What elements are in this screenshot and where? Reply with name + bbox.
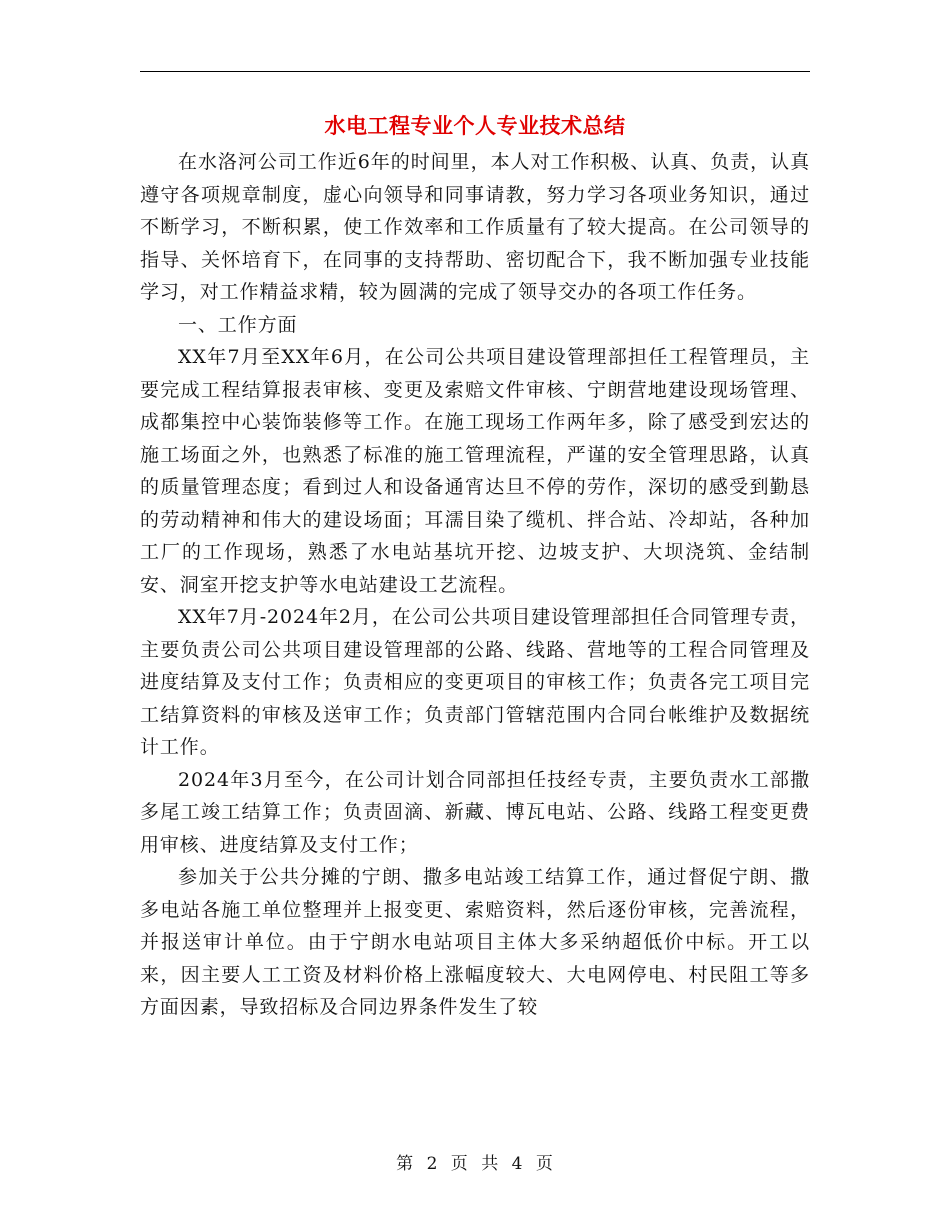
paragraph-technical-economics: 2024年3月至今，在公司计划合同部担任技经专责，主要负责水工部撒多尾工竣工结算工作；负责固滴、新藏、博瓦电站、公路、线路工程变更费用审核、进度结算及支付工作； <box>140 768 810 856</box>
paragraph-settlement: 参加关于公共分摊的宁朗、撒多电站竣工结算工作，通过督促宁朗、撒多电站各施工单位整理并上报变更、索赔资料，然后逐份审核，完善流程，并报送审计单位。由于宁朗水电站项目主体大多采纳超低价中标。开工以来，因主要人工工资及材料价格上涨幅度较大、大电网停电、村民阻工等多方面因素，导致招标及合同边界条件发生了较 <box>140 866 810 1018</box>
footer-total-pages: 4 <box>511 1154 524 1174</box>
footer-prefix: 第 <box>396 1154 415 1174</box>
paragraph-engineering-management: XX年7月至XX年6月，在公司公共项目建设管理部担任工程管理员，主要完成工程结算报表审核、变更及索赔文件审核、宁朗营地建设现场管理、成都集控中心装饰装修等工作。在施工现场工作两年多，除了感受到宏达的施工场面之外，也熟悉了标准的施工管理流程，严谨的安全管理思路，认真的质量管理态度；看到过人和设备通宵达旦不停的劳作，深切的感受到勤恳的劳动精神和伟大的建设场面；耳濡目染了缆机、拌合站、冷却站，各种加工厂的工作现场，熟悉了水电站基坑开挖、边坡支护、大坝浇筑、金结制安、洞室开挖支护等水电站建设工艺流程。 <box>140 346 810 596</box>
footer-current-page: 2 <box>426 1154 439 1174</box>
document-title: 水电工程专业个人专业技术总结 <box>324 113 626 138</box>
footer-total-unit: 页 <box>535 1154 554 1174</box>
header-rule <box>140 71 810 72</box>
footer-total-prefix: 共 <box>481 1154 500 1174</box>
document-body <box>140 146 810 1024</box>
paragraph-contract-management: XX年7月-2024年2月，在公司公共项目建设管理部担任合同管理专责，主要负责公司公共项目建设管理部的公路、线路、营地等的工程合同管理及进度结算及支付工作；负责相应的变更项目的审核工作；负责各完工项目完工结算资料的审核及送审工作；负责部门管辖范围内合同台帐维护及数据统计工作。 <box>140 606 810 758</box>
page-footer <box>140 1150 810 1178</box>
paragraph-intro: 在水洛河公司工作近6年的时间里，本人对工作积极、认真、负责，认真遵守各项规章制度，虚心向领导和同事请教，努力学习各项业务知识，通过不断学习，不断积累，使工作效率和工作质量有了较大提高。在公司领导的指导、关怀培育下，在同事的支持帮助、密切配合下，我不断加强专业技能学习，对工作精益求精，较为圆满的完成了领导交办的各项工作任务。 <box>140 151 810 303</box>
footer-page-unit: 页 <box>450 1154 469 1174</box>
section-heading-work: 一、工作方面 <box>178 313 298 336</box>
